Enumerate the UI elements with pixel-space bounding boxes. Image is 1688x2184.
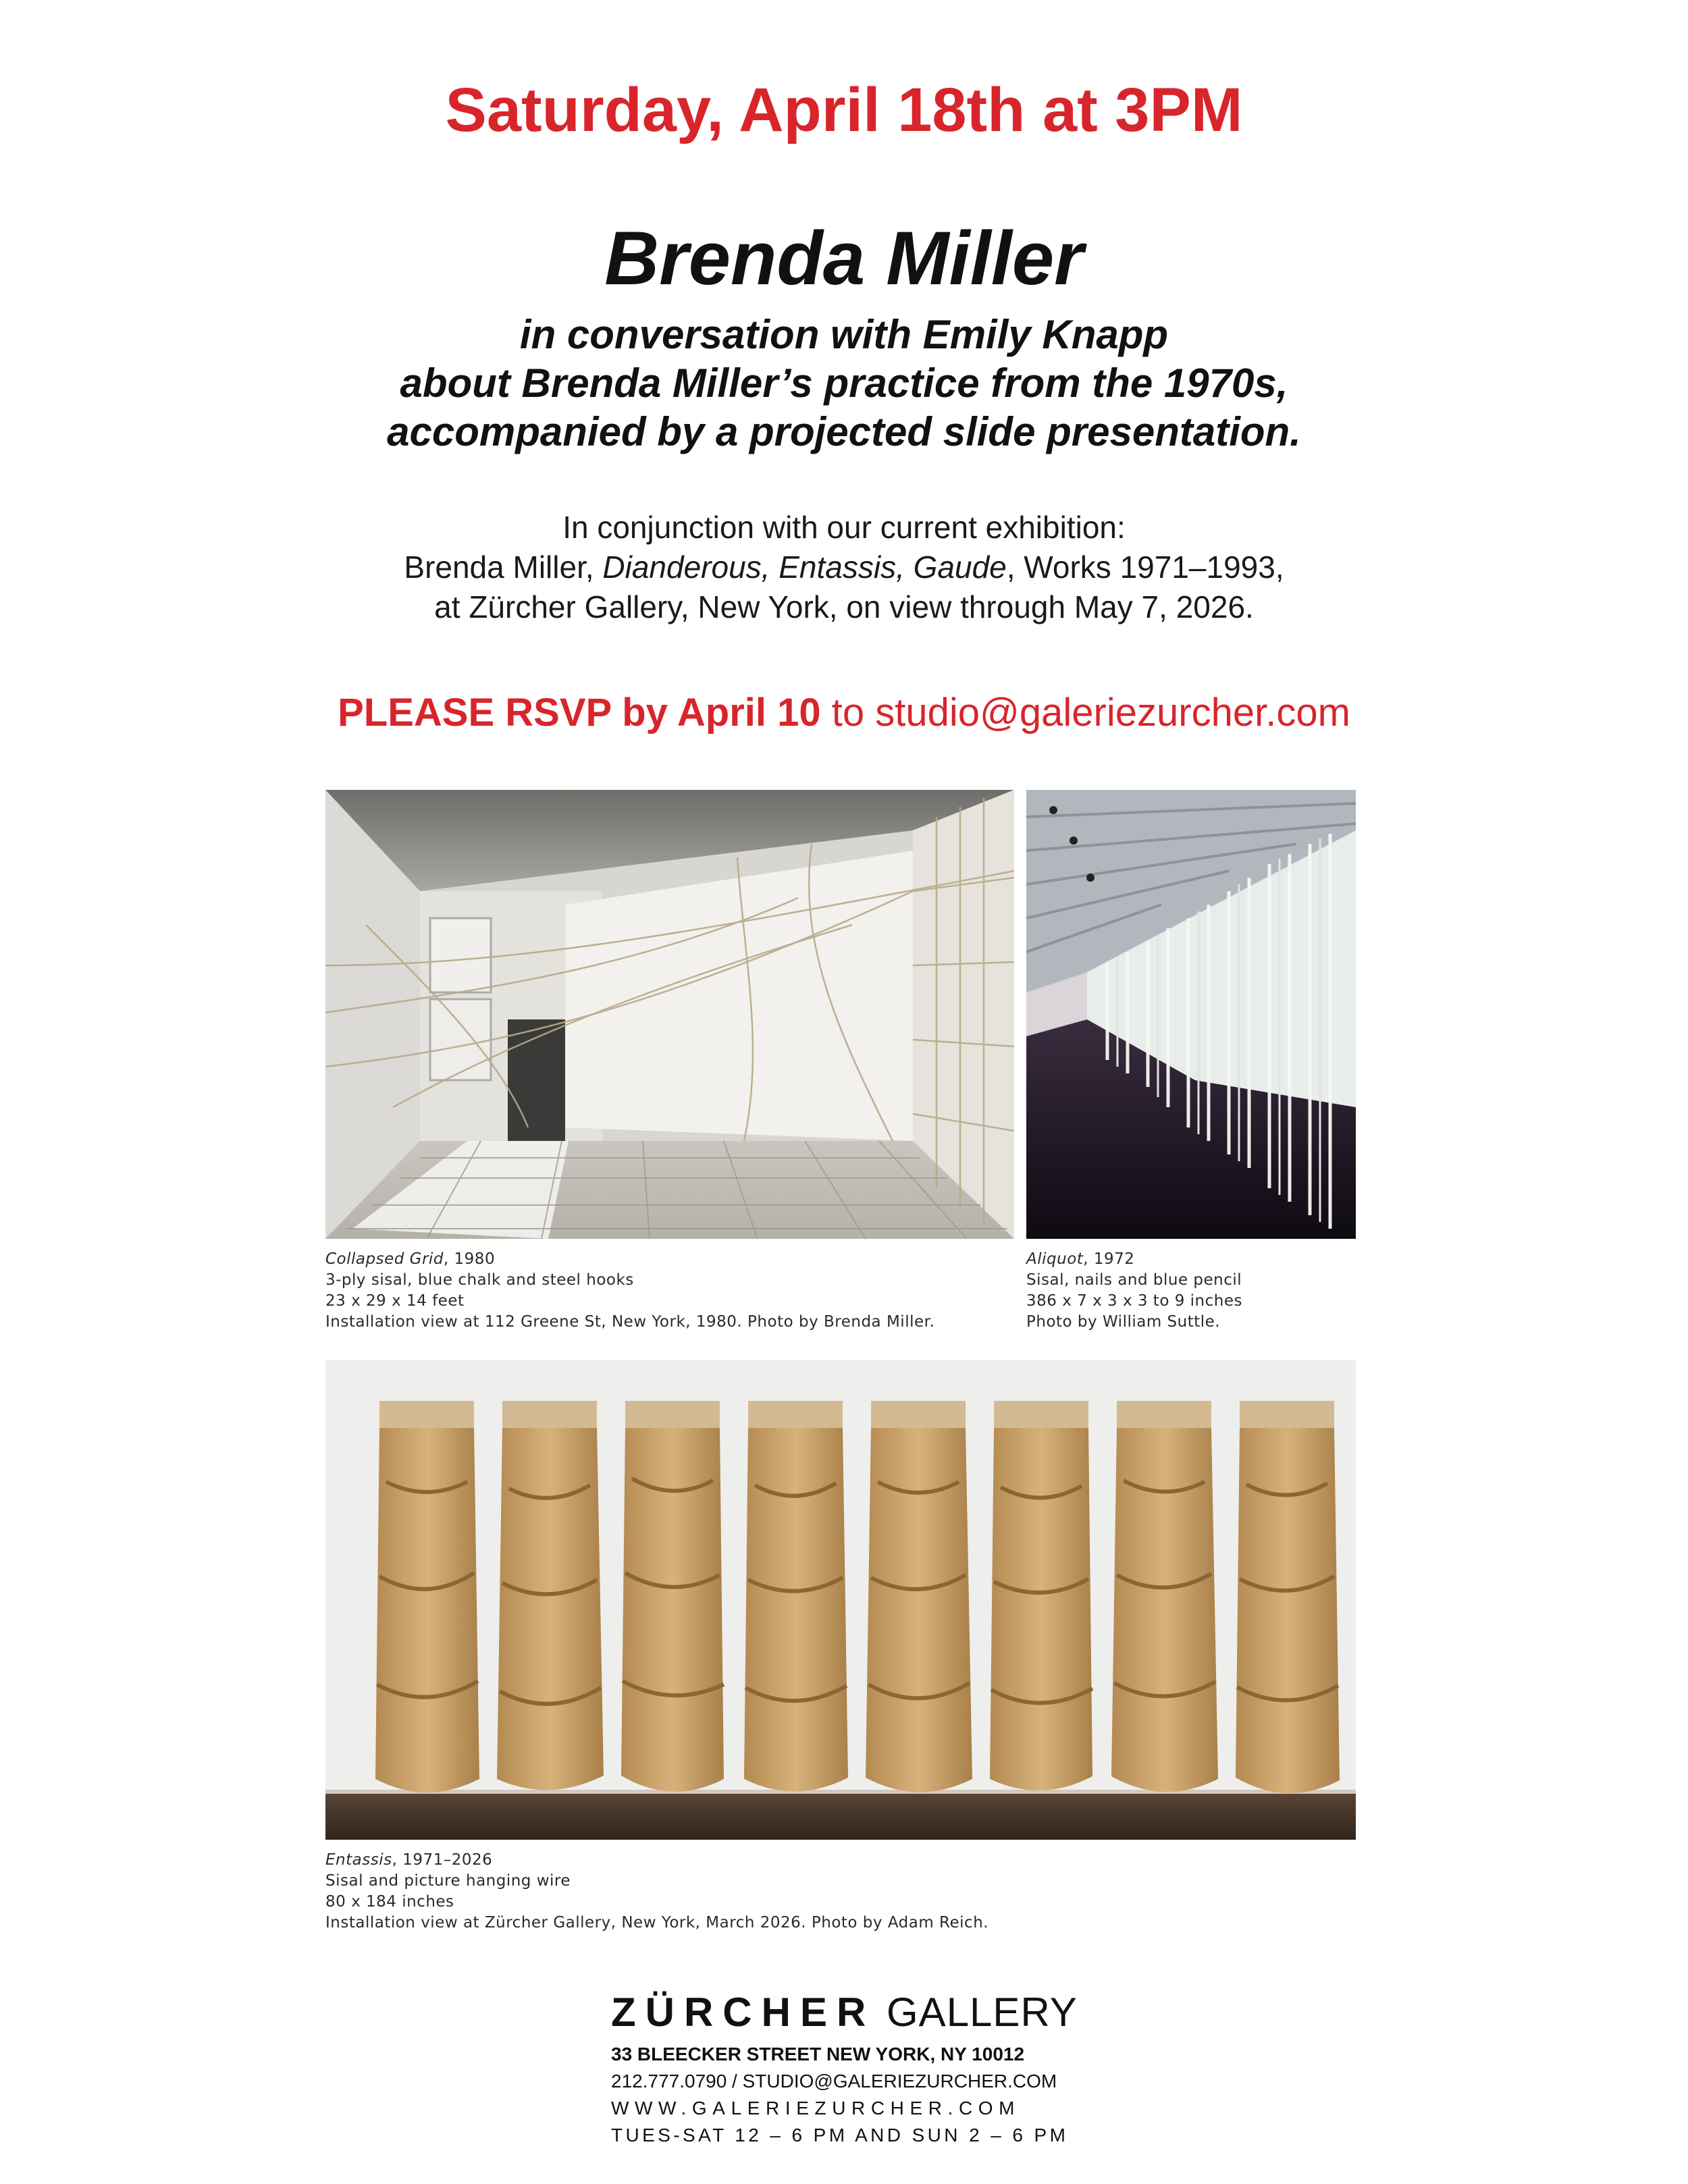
artwork-year: , 1972	[1083, 1250, 1135, 1268]
exhibition-title-line	[0, 548, 1688, 587]
caption-aliquot	[1026, 1249, 1242, 1333]
gallery-logo	[611, 1988, 1084, 2037]
collapsed-grid-photo	[325, 790, 1014, 1239]
artwork-year: , 1980	[443, 1250, 496, 1268]
caption-title-line	[325, 1249, 934, 1270]
exhibition-dates: , Works 1971–1993,	[1006, 550, 1284, 585]
gallery-brand: ZÜRCHER	[611, 1990, 876, 2035]
caption-line: Photo by William Suttle.	[1026, 1313, 1221, 1331]
caption-line: 3-ply sisal, blue chalk and steel hooks	[325, 1271, 634, 1289]
caption-title-line	[1026, 1249, 1242, 1270]
rsvp-line	[0, 689, 1688, 737]
event-subtitle	[0, 311, 1688, 456]
caption-line: Installation view at Zürcher Gallery, New York, March 2026. Photo by Adam Reich.	[325, 1914, 989, 1932]
artwork-title: Aliquot	[1026, 1250, 1084, 1268]
subtitle-line: about Brenda Miller’s practice from the 1970s,	[400, 361, 1288, 406]
artist-name: Brenda Miller	[604, 216, 1084, 300]
caption-line: Installation view at 112 Greene St, New York, 1980. Photo by Brenda Miller.	[325, 1313, 935, 1331]
gallery-word: GALLERY	[887, 1990, 1078, 2035]
exhibition-venue: at Zürcher Gallery, New York, on view through May 7, 2026.	[434, 589, 1254, 624]
artwork-title: Collapsed Grid	[325, 1250, 444, 1268]
aliquot-photo	[1026, 790, 1356, 1239]
caption-line: 80 x 184 inches	[325, 1893, 454, 1911]
caption-line: Sisal and picture hanging wire	[325, 1872, 571, 1890]
caption-entassis	[325, 1850, 988, 1934]
gallery-contact[interactable]: 212.777.0790 / STUDIO@GALERIEZURCHER.COM	[611, 2071, 1057, 2092]
exhibition-title: Dianderous, Entassis, Gaude	[602, 550, 1007, 585]
caption-line: 23 x 29 x 14 feet	[325, 1292, 465, 1310]
artwork-year: , 1971–2026	[392, 1851, 493, 1869]
gallery-footer	[611, 1988, 1084, 2149]
gallery-address: 33 BLEECKER STREET NEW YORK, NY 10012	[611, 2044, 1025, 2065]
caption-line: 386 x 7 x 3 x 3 to 9 inches	[1026, 1292, 1242, 1310]
rsvp-email[interactable]: to studio@galeriezurcher.com	[820, 691, 1350, 735]
event-date: Saturday, April 18th at 3PM	[445, 76, 1243, 144]
subtitle-line: in conversation with Emily Knapp	[519, 312, 1169, 357]
artwork-title: Entassis	[325, 1851, 392, 1869]
exhibition-info	[0, 508, 1688, 627]
exhibition-artist: Brenda Miller,	[404, 550, 603, 585]
caption-line: Sisal, nails and blue pencil	[1026, 1271, 1242, 1289]
subtitle-line: accompanied by a projected slide presentation.	[387, 409, 1301, 454]
exhibition-intro: In conjunction with our current exhibition:	[562, 510, 1126, 545]
gallery-website[interactable]: WWW.GALERIEZURCHER.COM	[611, 2098, 1021, 2119]
caption-collapsed-grid	[325, 1249, 934, 1333]
entassis-photo	[325, 1360, 1356, 1840]
rsvp-deadline: PLEASE RSVP by April 10	[338, 691, 821, 735]
gallery-hours: TUES-SAT 12 – 6 PM AND SUN 2 – 6 PM	[611, 2125, 1069, 2146]
caption-title-line	[325, 1850, 988, 1871]
